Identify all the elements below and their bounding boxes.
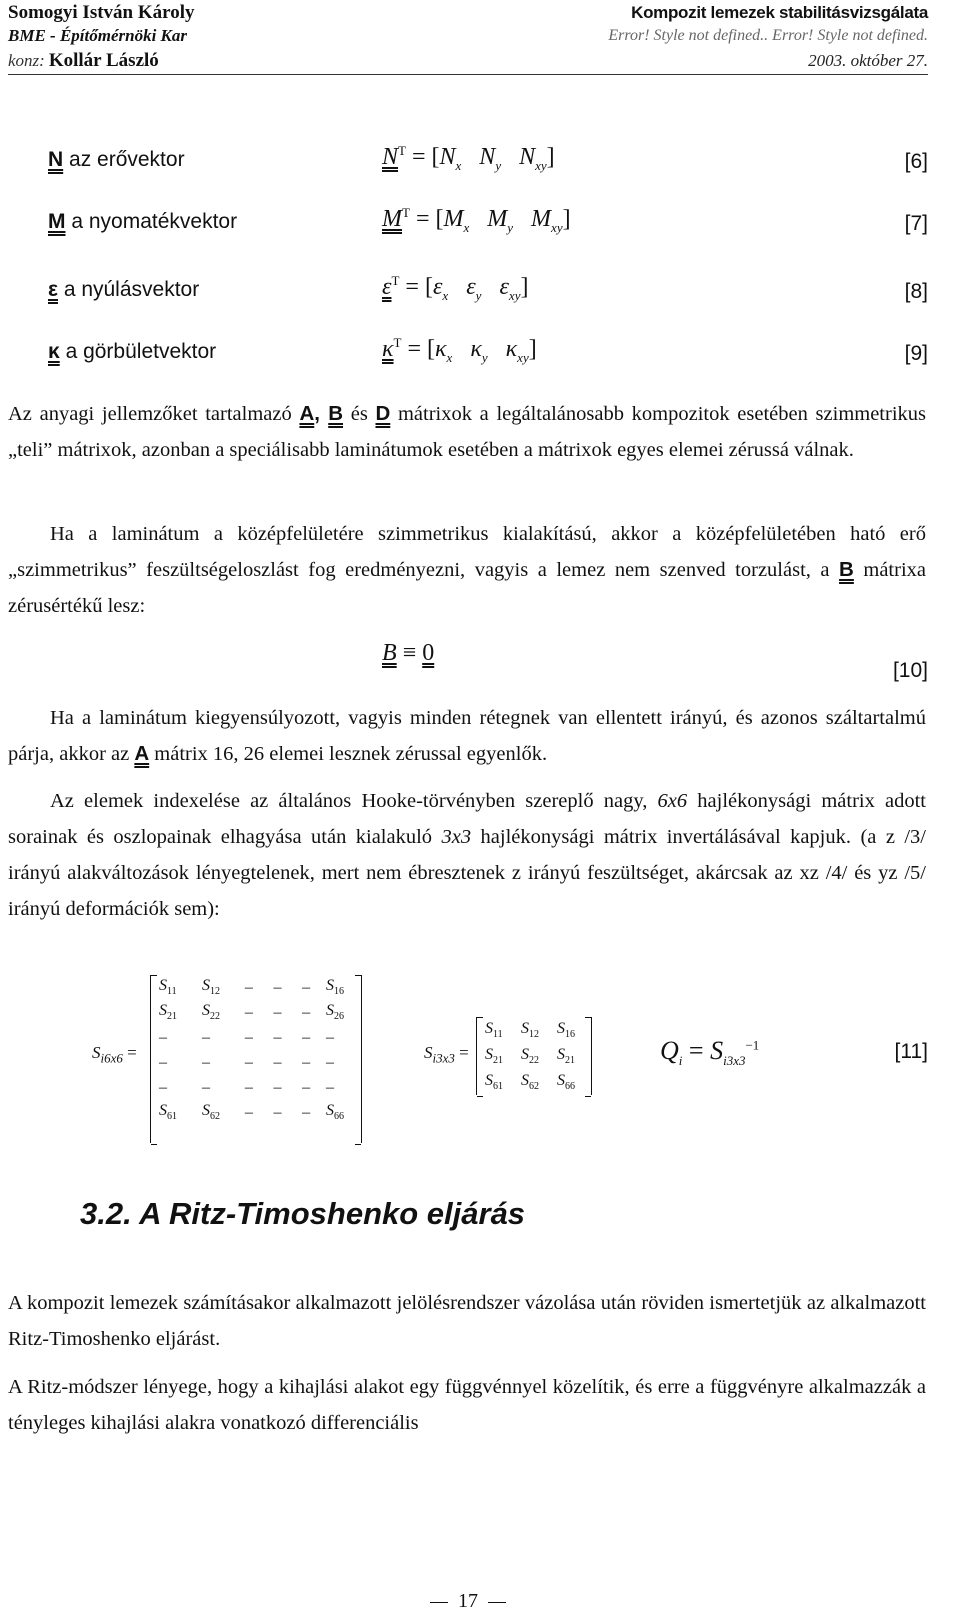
symbol-kappa: κ bbox=[48, 340, 60, 363]
equation-strain-vector: $\varepsilon^T = [\varepsilon_x$ $\varepsilon_y$ $\varepsilon_{xy}$] bbox=[382, 273, 529, 303]
page-number-value: 17 bbox=[458, 1590, 478, 1612]
vector-label-curvature: κ a görbületvektor bbox=[48, 340, 217, 363]
paragraph-symmetric-laminate: Ha a laminátum a középfelületére szimmetrikus kialakítású, akkor a középfelületében ható erő „szimmetrikus” feszültségeloszlást fog eredményezni, vagyis a lemez nem szenved torzulást, a B mátrixa zérusértékű lesz: bbox=[8, 523, 926, 617]
s6x6-matrix bbox=[150, 975, 362, 1143]
author-name: Somogyi István Károly bbox=[8, 2, 195, 23]
header-rule bbox=[8, 74, 928, 75]
equation-b-zero: B ≡ 0 bbox=[382, 640, 435, 666]
paragraph-matrices: Az anyagi jellemzőket tartalmazó A, B és D mátrixok a legáltalánosabb kompozitok esetében szimmetrikus „teli” mátrixok, azonban a speciálisabb laminátumok esetében a mátrixok egyes elemei zérussá válnak. bbox=[8, 402, 926, 461]
vector-label-moment: M a nyomatékvektor bbox=[48, 210, 238, 233]
page-dash-right bbox=[488, 1602, 506, 1603]
s6x6-lhs: $S_{i6x6}$ = bbox=[92, 1043, 137, 1066]
faculty: BME - Építőmérnöki Kar bbox=[8, 26, 188, 45]
paragraph-ritz-method: A Ritz-módszer lényege, hogy a kihajlási alakot egy függvénnyel közelítik, és erre a függvényre alkalmazzák a tényleges kihajlási alakra vonatkozó differenciális bbox=[8, 1376, 926, 1434]
equation-moment-vector: $M^T = [M_x$ $M_y$ $M_{xy}$] bbox=[382, 205, 571, 235]
s6-row-3: – – – – – – bbox=[159, 1028, 335, 1046]
page-dash-left bbox=[430, 1602, 448, 1603]
equation-number-11: [11] bbox=[894, 1040, 928, 1063]
advisor-name: Kollár László bbox=[48, 50, 159, 71]
advisor-prefix: konz: bbox=[8, 51, 45, 70]
s3x3-matrix bbox=[476, 1017, 592, 1095]
s3-row-2: $S_{21}$ $S_{22}$ $S_{21}$ bbox=[485, 1045, 575, 1067]
equation-number-8: [8] bbox=[904, 280, 928, 303]
page-number bbox=[428, 1590, 508, 1613]
equation-curvature-vector: $\kappa^T = [\kappa_x$ $\kappa_y$ $\kappa_{xy}$] bbox=[382, 335, 537, 365]
s6-row-1: $S_{11}$ $S_{12}$ – – – $S_{16}$ bbox=[159, 977, 345, 998]
symbol-M: M bbox=[48, 210, 66, 233]
s3-row-3: $S_{61}$ $S_{62}$ $S_{66}$ bbox=[485, 1071, 575, 1093]
advisor-line bbox=[8, 50, 159, 72]
s3x3-lhs: $S_{i3x3}$ = bbox=[424, 1043, 469, 1066]
s3-row-1: $S_{11}$ $S_{12}$ $S_{16}$ bbox=[485, 1019, 575, 1041]
symbol-N: N bbox=[48, 148, 64, 171]
equation-force-vector: $N^T = [N_x$ $N_y$ $N_{xy}$] bbox=[382, 143, 555, 173]
equation-number-6: [6] bbox=[904, 150, 928, 173]
s6-row-4: – – – – – – bbox=[159, 1053, 335, 1071]
style-error-line: Error! Style not defined.. Error! Style not defined. bbox=[608, 27, 928, 44]
document-title: Kompozit lemezek stabilitásvizsgálata bbox=[631, 3, 928, 22]
vector-label-strain: ε a nyúlásvektor bbox=[48, 278, 200, 301]
equation-number-7: [7] bbox=[904, 212, 928, 235]
vector-label-force: N az erővektor bbox=[48, 148, 185, 171]
paragraph-intro-ritz: A kompozit lemezek számításakor alkalmazott jelölésrendszer vázolása után röviden ismertetjük az alkalmazott Ritz-Timoshenko eljárást. bbox=[8, 1292, 926, 1350]
symbol-epsilon: ε bbox=[48, 278, 58, 301]
paragraph-indexing: Az elemek indexelése az általános Hooke-törvényben szereplő nagy, 6x6 hajlékonysági mátrix adott sorainak és oszlopainak elhagyása után kialakuló 3x3 hajlékonysági mátrix invertálásával kapjuk. (a z /3/ irányú alakváltozások lényegtelenek, mert nem ébresztenek z irányú feszültséget, akárcsak az xz /4/ és yz /5/ irányú deformációk sem): bbox=[8, 790, 926, 920]
equation-number-10: [10] bbox=[892, 659, 928, 682]
equation-q-inverse: $Q_i = S_{i3x3}^{-1}$ bbox=[660, 1036, 760, 1069]
equation-number-9: [9] bbox=[904, 342, 928, 365]
s6-row-5: – – – – – – bbox=[159, 1078, 335, 1096]
s6-row-6: $S_{61}$ $S_{62}$ – – – $S_{66}$ bbox=[159, 1102, 345, 1123]
section-heading: 3.2. A Ritz-Timoshenko eljárás bbox=[80, 1196, 526, 1231]
s6-row-2: $S_{21}$ $S_{22}$ – – – $S_{26}$ bbox=[159, 1002, 345, 1023]
paragraph-balanced-laminate: Ha a laminátum kiegyensúlyozott, vagyis minden rétegnek van ellentett irányú, és azonos száltartalmú párja, akkor az A mátrix 16, 26 elemei lesznek zérussal egyenlők. bbox=[8, 707, 926, 765]
header-date: 2003. október 27. bbox=[808, 51, 928, 70]
